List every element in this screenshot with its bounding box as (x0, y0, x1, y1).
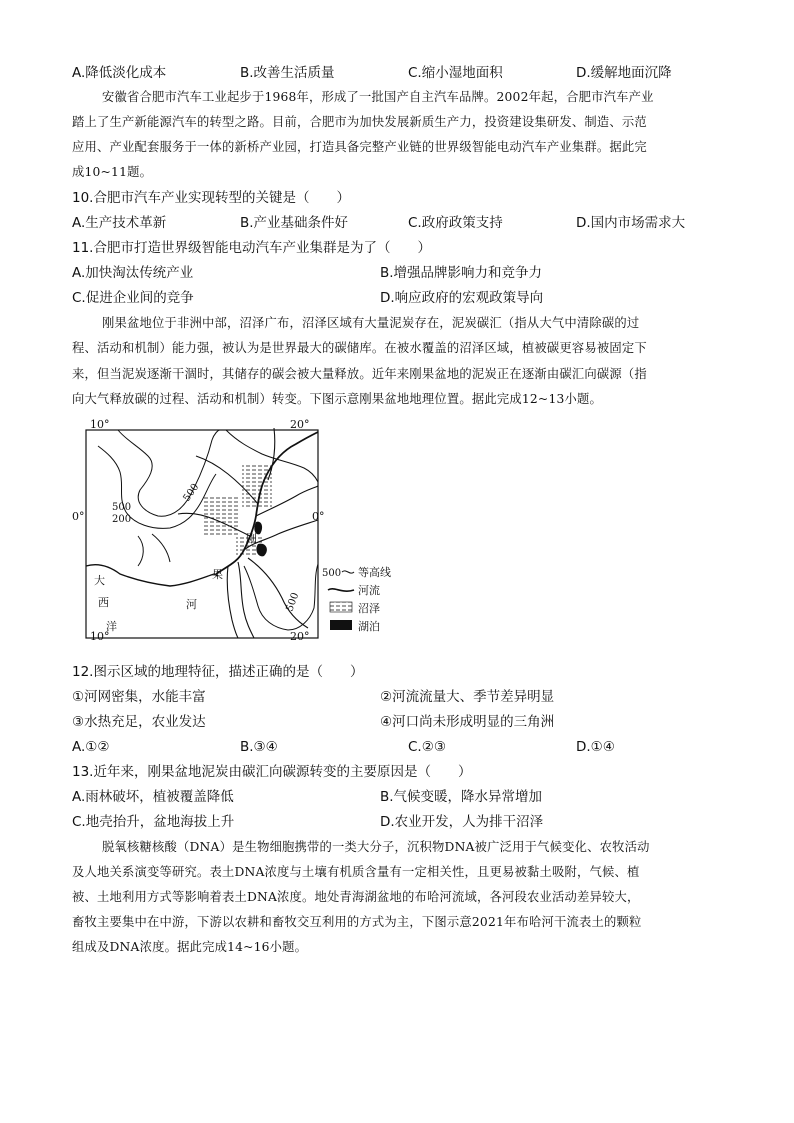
q11-option-d[interactable]: D.响应政府的宏观政策导向 (380, 290, 544, 306)
q11-stem: 11.合肥市打造世界级智能电动汽车产业集群是为了（ ） (72, 240, 431, 256)
q10-option-a[interactable]: A.生产技术革新 (72, 215, 167, 231)
ocean-label: 洋 (106, 620, 117, 633)
congo-basin-map (72, 416, 408, 644)
passage3-line: 脱氧核糖核酸（DNA）是生物细胞携带的一类大分子，沉积物DNA被广泛用于气候变化、农牧活动 (102, 840, 650, 854)
passage2-line: 向大气释放碳的过程、活动和机制）转变。下图示意刚果盆地地理位置。据此完成12~13小题。 (72, 392, 602, 406)
q11-option-a[interactable]: A.加快淘汰传统产业 (72, 265, 194, 281)
q13-option-c[interactable]: C.地壳抬升，盆地海拔上升 (72, 814, 235, 830)
q13-option-a[interactable]: A.雨林破坏，植被覆盖降低 (72, 789, 234, 805)
q13-stem: 13.近年来，刚果盆地泥炭由碳汇向碳源转变的主要原因是（ ） (72, 764, 472, 780)
contour-label: 500 (112, 502, 132, 513)
q12-option-c[interactable]: C.②③ (408, 739, 446, 755)
passage3-line: 畜牧主要集中在中游，下游以农耕和畜牧交互利用的方式为主，下图示意2021年布哈河干流表土的颗粒 (72, 915, 642, 929)
q9-option-a[interactable]: A.降低淡化成本 (72, 65, 167, 81)
q9-option-c[interactable]: C.缩小湿地面积 (408, 65, 503, 81)
q12-option-d[interactable]: D.①④ (576, 739, 615, 755)
river-tributary (227, 566, 238, 638)
legend-contour-value: 500 (322, 568, 342, 579)
passage3-line: 及人地关系演变等研究。表土DNA浓度与土壤有机质含量有一定相关性，且更易被黏土吸附，气候、植 (72, 865, 640, 879)
q9-option-d[interactable]: D.缓解地面沉降 (576, 65, 672, 81)
swamp-area (202, 496, 238, 536)
q12-stem: 12.图示区域的地理特征，描述正确的是（ ） (72, 664, 364, 680)
passage2-line: 程、活动和机制）能力强，被认为是世界最大的碳储库。在被水覆盖的沼泽区域，植被碳更容易被固定下 (72, 341, 647, 355)
legend-contour-symbol (342, 571, 354, 573)
passage2-line: 来，但当泥炭逐渐干涸时，其储存的碳会被大量释放。近年来刚果盆地的泥炭正在逐渐由碳汇向碳源（指 (72, 367, 647, 381)
river-label: 河 (186, 598, 197, 611)
q10-option-d[interactable]: D.国内市场需求大 (576, 215, 686, 231)
q12-item-1: ①河网密集，水能丰富 (72, 689, 206, 705)
coastline (86, 565, 218, 586)
river-label: 果 (212, 568, 223, 581)
contour-label: 500 (284, 591, 302, 614)
river-tributary (238, 562, 254, 638)
passage3-line: 组成及DNA浓度。据此完成14~16小题。 (72, 940, 308, 954)
q12-option-a[interactable]: A.①② (72, 739, 110, 755)
lon-label-right: 20° (290, 418, 310, 431)
lon-label-left-bottom: 10° (90, 630, 110, 643)
passage1-line: 成10~11题。 (72, 165, 153, 179)
q12-item-4: ④河口尚未形成明显的三角洲 (380, 714, 555, 730)
passage2-line: 刚果盆地位于非洲中部，沼泽广布，沼泽区域有大量泥炭存在，泥炭碳汇（指从大气中清除碳的过 (102, 316, 640, 330)
map-legend (322, 565, 391, 633)
contour-label: 500 (181, 481, 202, 504)
q12-item-3: ③水热充足，农业发达 (72, 714, 206, 730)
contour-label: 200 (112, 514, 132, 525)
q13-option-d[interactable]: D.农业开发，人为排干沼泽 (380, 814, 544, 830)
ocean-label: 大 (94, 574, 105, 587)
lat-label-left: 0° (72, 510, 85, 523)
legend-lake: 湖泊 (358, 620, 380, 633)
river-tributary (248, 558, 308, 628)
legend-swamp-symbol (330, 602, 352, 612)
lon-label-left: 10° (90, 418, 110, 431)
legend-lake-symbol (330, 620, 352, 630)
passage1-line: 安徽省合肥市汽车工业起步于1968年，形成了一批国产自主汽车品牌。2002年起，合肥市汽车产业 (102, 90, 654, 104)
q10-stem: 10.合肥市汽车产业实现转型的关键是（ ） (72, 190, 350, 206)
passage1-line: 踏上了生产新能源汽车的转型之路。目前，合肥市为加快发展新质生产力，投资建设集研发、制造、示范 (72, 115, 647, 129)
swamp-area (242, 464, 272, 508)
q13-option-b[interactable]: B.气候变暖，降水异常增加 (380, 789, 543, 805)
legend-contour: 等高线 (358, 566, 391, 579)
legend-swamp: 沼泽 (358, 602, 380, 615)
q9-option-b[interactable]: B.改善生活质量 (240, 65, 335, 81)
q12-item-2: ②河流流量大、季节差异明显 (380, 689, 555, 705)
river-label: 刚 (246, 532, 257, 545)
q11-option-b[interactable]: B.增强品牌影响力和竞争力 (380, 265, 543, 281)
lon-label-right-bottom: 20° (290, 630, 310, 643)
q10-option-c[interactable]: C.政府政策支持 (408, 215, 503, 231)
passage1-line: 应用、产业配套服务于一体的新桥产业园，打造具备完整产业链的世界级智能电动汽车产业集群。据此完 (72, 140, 647, 154)
legend-river: 河流 (358, 584, 380, 597)
lat-label-right: 0° (312, 510, 325, 523)
legend-river-symbol (328, 589, 354, 591)
q12-option-b[interactable]: B.③④ (240, 739, 278, 755)
passage3-line: 被、土地利用方式等影响着表土DNA浓度。地处青海湖盆地的布哈河流域，各河段农业活动差异较大， (72, 890, 640, 904)
q10-option-b[interactable]: B.产业基础条件好 (240, 215, 349, 231)
ocean-label: 西 (98, 596, 109, 609)
q11-option-c[interactable]: C.促进企业间的竞争 (72, 290, 194, 306)
